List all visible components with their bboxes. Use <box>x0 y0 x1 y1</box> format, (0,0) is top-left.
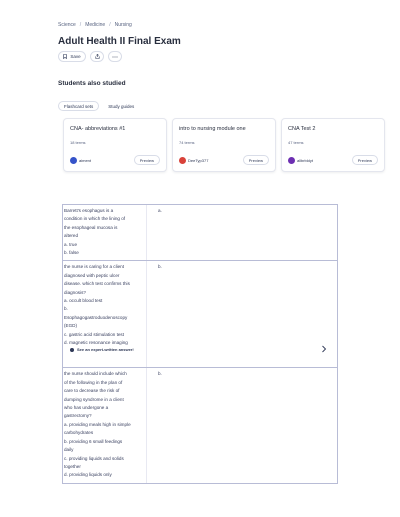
table-row <box>63 368 337 482</box>
question-line: diagnosed with peptic ulcer <box>64 272 120 278</box>
action-bar <box>58 51 122 62</box>
expert-answer-link[interactable] <box>70 347 134 352</box>
question-line: b. providing 6 small feedings <box>64 438 123 444</box>
share-icon <box>95 54 100 59</box>
preview-button[interactable]: Preview <box>352 155 378 165</box>
question-line: gastrectomy? <box>64 413 92 419</box>
related-sets-carousel <box>63 118 372 174</box>
question-line: Barrett's esophagus is a <box>64 208 114 213</box>
breadcrumb <box>58 22 132 28</box>
set-card-title: CNA- abbreviations #1 <box>70 126 126 132</box>
set-card[interactable] <box>63 118 167 172</box>
terms-table <box>62 204 338 484</box>
breadcrumb-separator: / <box>109 22 111 28</box>
set-card-terms: 47 terms <box>288 140 304 145</box>
question-line: the nurse is caring for a client <box>64 264 125 270</box>
save-button[interactable] <box>58 51 86 62</box>
question-line: (EGD) <box>64 323 78 329</box>
question-line: c. providing liquids and solids <box>64 455 124 461</box>
breadcrumb-separator: / <box>79 22 82 28</box>
question-line: of the following in the plan of <box>64 379 123 385</box>
question-line: a. true <box>64 241 78 247</box>
question-line: who has undergone a <box>64 405 109 411</box>
question-line: b. <box>64 306 68 312</box>
set-card-terms: 74 terms <box>179 140 195 145</box>
question-line: a. providing meals high in simple <box>64 421 131 427</box>
section-title: Students also studied <box>58 80 126 87</box>
question-line: c. gastric acid stimulation test <box>64 331 124 337</box>
avatar <box>288 157 295 164</box>
expert-badge-icon <box>70 348 74 352</box>
expert-answer-label: See an expert-written answer! <box>77 347 134 352</box>
question-line: carbohydrates <box>64 430 94 436</box>
avatar <box>70 157 77 164</box>
more-options-button[interactable] <box>108 51 122 62</box>
question-line: d. providing liquids only <box>64 472 112 478</box>
question-line: dumping syndrome in a client <box>64 396 124 402</box>
set-card[interactable] <box>172 118 276 172</box>
avatar <box>179 157 186 164</box>
question-line: the esophageal mucosa is <box>64 224 118 230</box>
breadcrumb-item-medicine[interactable]: Medicine <box>85 22 106 28</box>
page-title: Adult Health II Final Exam <box>58 36 181 47</box>
question-line: together <box>64 463 81 469</box>
table-row <box>63 261 337 368</box>
study-tabs <box>58 101 139 111</box>
answer-cell: b. <box>158 264 162 270</box>
answer-cell: a. <box>158 208 162 213</box>
set-card-title: intro to nursing module one <box>179 126 246 132</box>
set-card-author[interactable]: aiment <box>79 158 92 163</box>
set-card-title: CNA Test 2 <box>288 126 316 132</box>
set-card[interactable] <box>281 118 385 172</box>
tab-study-guides[interactable]: Study guides <box>108 103 135 109</box>
chevron-right-icon[interactable] <box>321 345 327 353</box>
question-line: a. occult blood test <box>64 298 103 304</box>
preview-button[interactable]: Preview <box>243 155 269 165</box>
set-card-terms: 18 terms <box>70 140 86 145</box>
bookmark-icon <box>63 54 67 59</box>
breadcrumb-item-science[interactable]: Science <box>58 22 76 28</box>
preview-button[interactable]: Preview <box>134 155 160 165</box>
question-line: care to decrease the risk of <box>64 388 120 394</box>
more-icon <box>112 56 118 58</box>
question-line: diagnosis? <box>64 289 86 295</box>
question-line: daily <box>64 447 74 453</box>
tab-flashcard-sets[interactable]: Flashcard sets <box>58 101 99 111</box>
question-line: Esophagogastroduodenoscopy <box>64 314 128 320</box>
answer-cell: b. <box>158 371 162 377</box>
table-row <box>63 205 337 261</box>
question-cell <box>63 205 147 260</box>
question-line: disease. which test confirms this <box>64 281 130 287</box>
question-line: d. magnetic resonance imaging <box>64 340 128 346</box>
set-card-author[interactable]: allbrbldyt <box>297 158 314 163</box>
breadcrumb-item-nursing[interactable]: Nursing <box>114 22 132 28</box>
question-line: the nurse should include which <box>64 371 127 377</box>
question-line: condition in which the lining of <box>64 216 126 222</box>
question-cell <box>63 368 147 482</box>
question-line: b. false <box>64 250 79 256</box>
save-label: Save <box>70 54 81 59</box>
share-button[interactable] <box>90 51 104 62</box>
set-card-author[interactable]: DeeTyp377 <box>188 158 209 163</box>
question-line: altered <box>64 233 79 239</box>
